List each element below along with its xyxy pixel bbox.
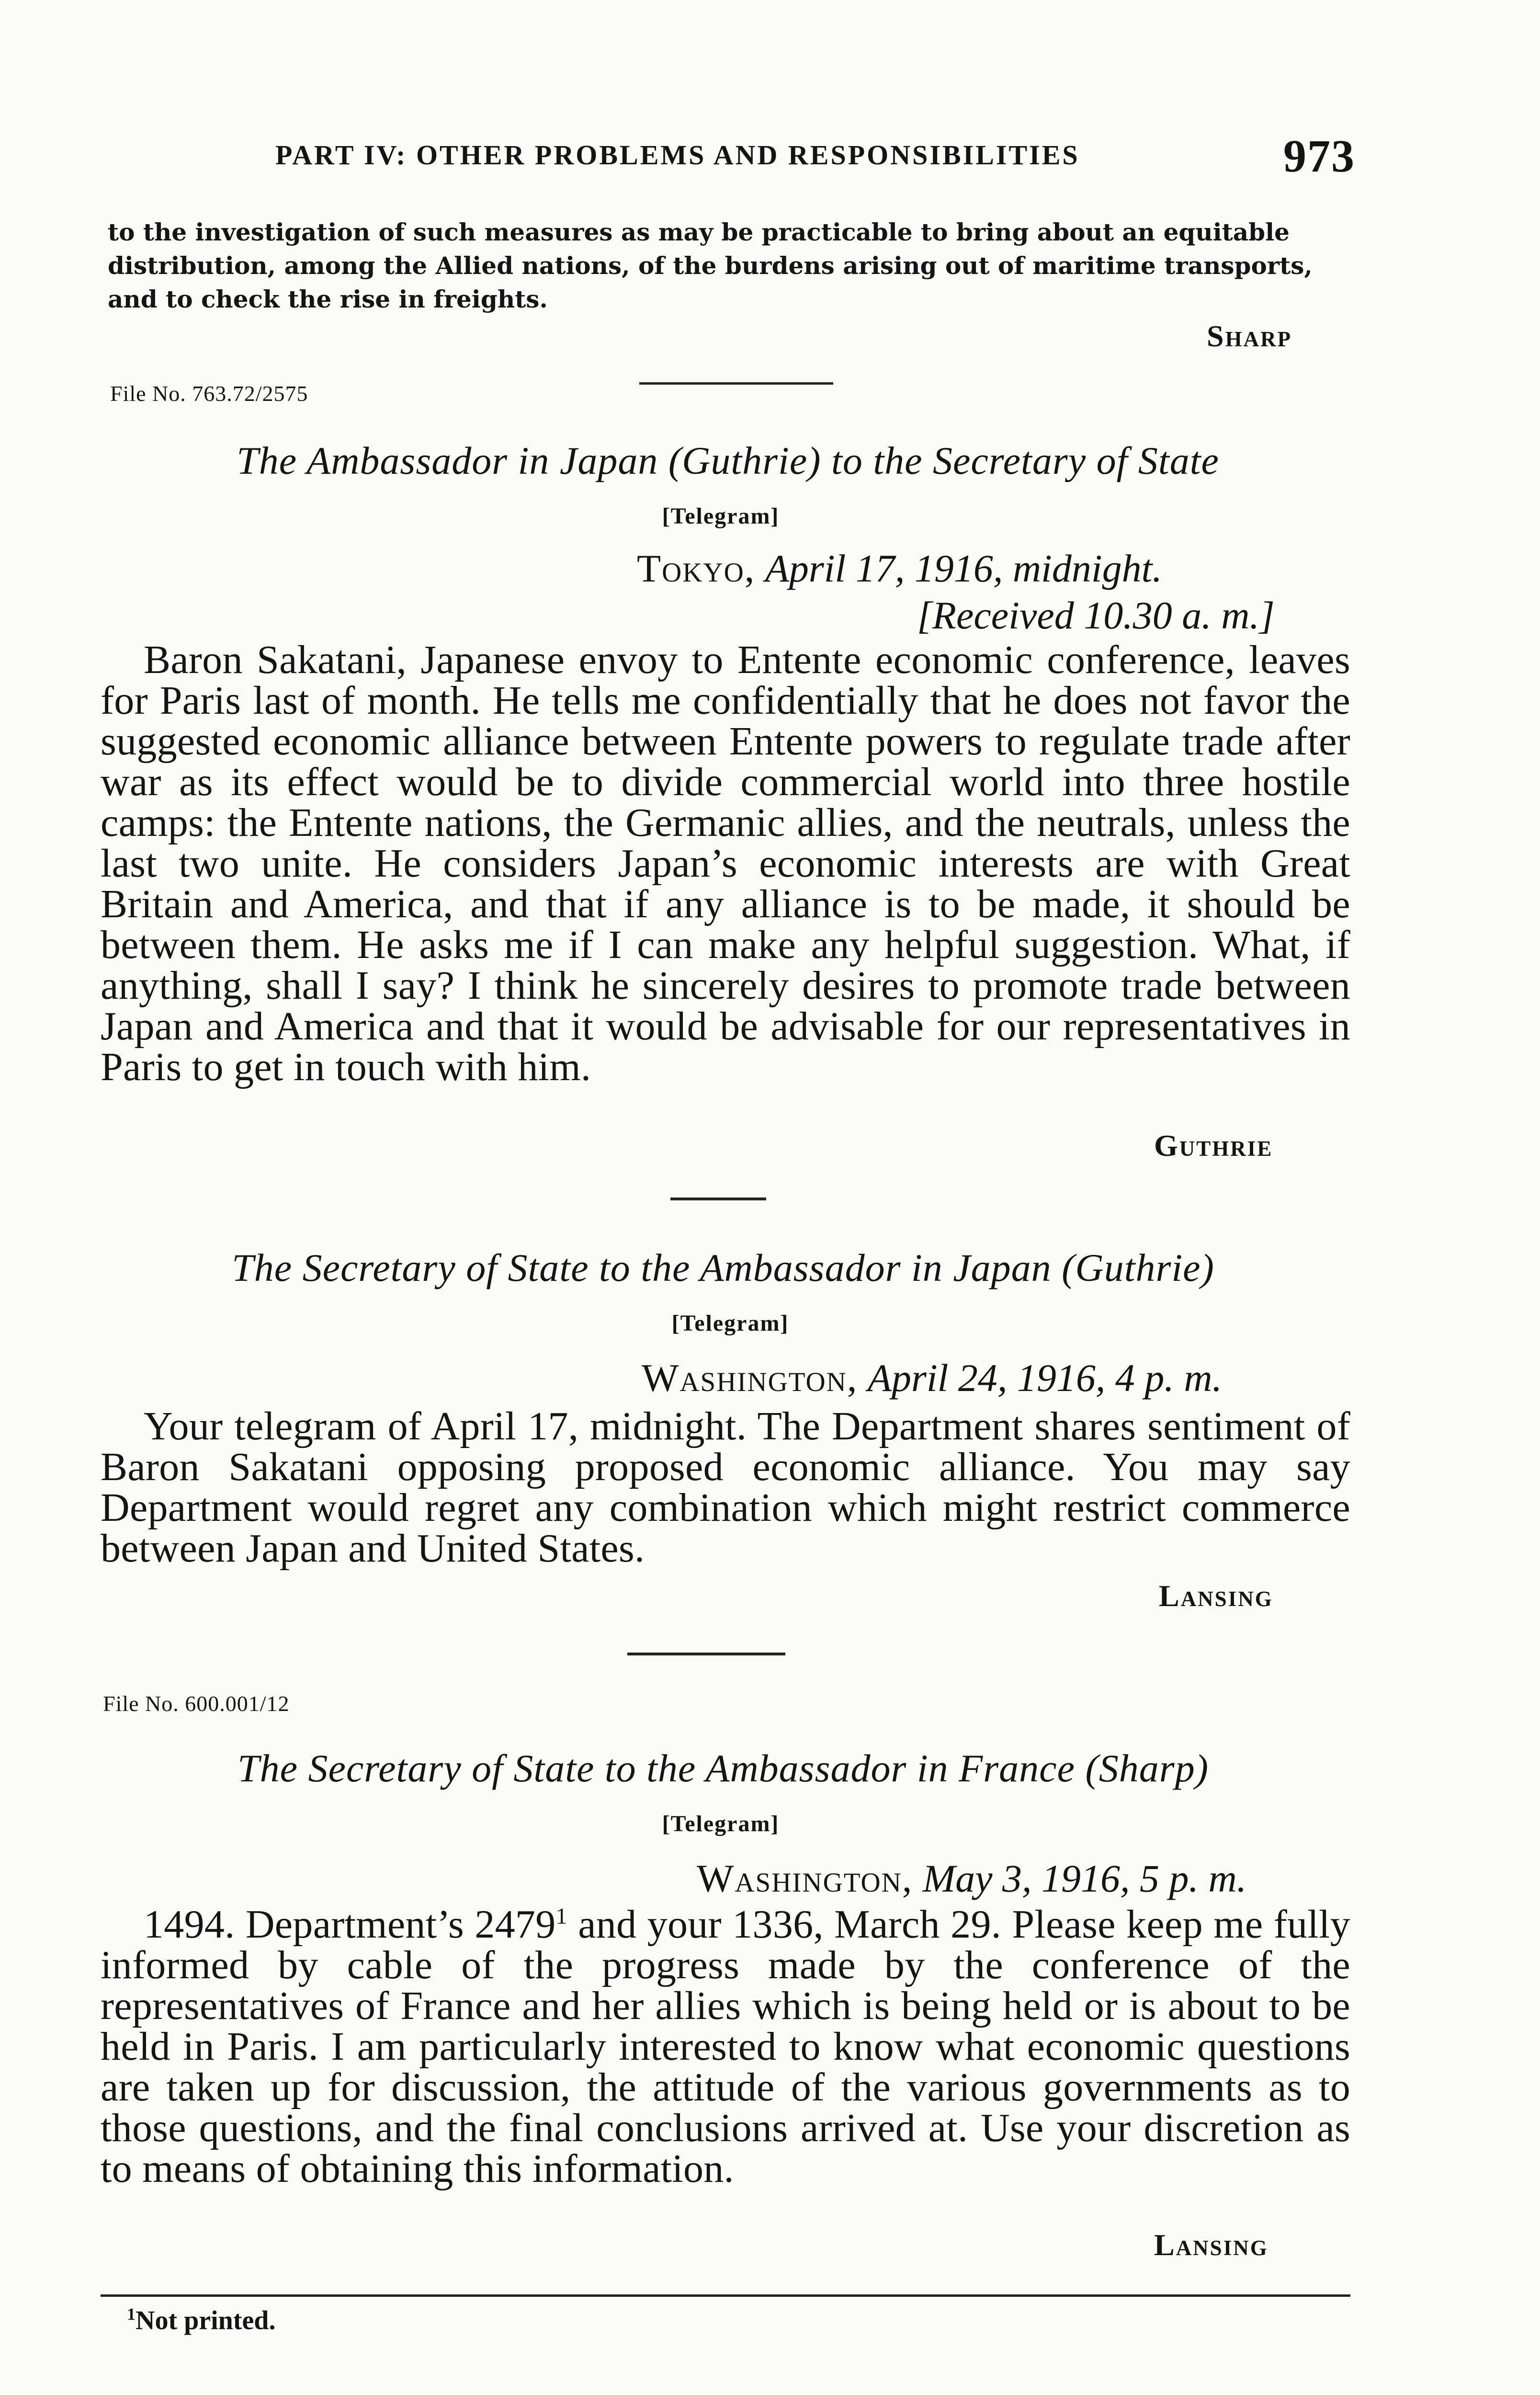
dateline-place: Tokyo,	[637, 547, 756, 590]
document-heading: The Secretary of State to the Ambassador in France (Sharp)	[237, 1746, 1209, 1790]
dateline	[697, 1856, 1246, 1901]
continuation-text: to the investigation of such measures as may be practicable to bring about an equitable distribution, among the Allied nations, of the burdens arising out of maritime transports, and to check the rise in freights.	[108, 218, 1313, 313]
dateline-date: May 3, 1916, 5 p. m.	[922, 1857, 1247, 1900]
signature-sharp: Sharp	[1207, 319, 1292, 353]
footnote-reference: 1	[555, 1904, 567, 1929]
section-divider	[670, 1198, 766, 1200]
telegram-label: [Telegram]	[671, 1311, 789, 1336]
dateline	[637, 546, 1162, 591]
file-number: File No. 600.001/12	[103, 1691, 290, 1716]
section-divider	[639, 382, 833, 385]
signature-lansing: Lansing	[1159, 1579, 1273, 1613]
footnote-text: Not printed.	[136, 2305, 276, 2336]
telegram-label: [Telegram]	[662, 1811, 780, 1836]
document-body: Baron Sakatani, Japanese envoy to Entente economic conference, leaves for Paris last of month. He tells me confidentially that he does not favor the suggested economic alliance between Entente powers to regulate trade after war as its effect would be to divide commercial world into three hostile camps: the Entente nations, the Germanic allies, and the neutrals, unless the last two unite. He considers Japan’s economic interests are with Great Britain and America, and that if any alliance is to be made, it should be between them. He asks me if I can make any helpful suggestion. What, if anything, shall I say? I think he sincerely desires to promote trade between Japan and America and that it would be advisable for our representatives in Paris to get in touch with him.	[101, 638, 1350, 1089]
telegram-label: [Telegram]	[662, 503, 780, 529]
footnote-divider	[101, 2294, 1350, 2297]
footnote-marker: 1	[127, 2304, 136, 2324]
dateline	[642, 1356, 1222, 1401]
dateline-date: April 17, 1916, midnight.	[765, 547, 1162, 590]
signature-lansing: Lansing	[1154, 2228, 1268, 2262]
running-head: PART IV: OTHER PROBLEMS AND RESPONSIBILITIES	[275, 139, 1080, 171]
dateline-place: Washington,	[642, 1356, 858, 1400]
document-heading: The Secretary of State to the Ambassador in Japan (Guthrie)	[232, 1246, 1214, 1289]
page-number: 973	[1283, 130, 1355, 182]
document-heading: The Ambassador in Japan (Guthrie) to the Secretary of State	[237, 439, 1219, 482]
footnote	[127, 2304, 275, 2336]
signature-guthrie: Guthrie	[1154, 1129, 1273, 1163]
document-body: Your telegram of April 17, midnight. The Department shares sentiment of Baron Sakatani opposing proposed economic alliance. You may say Department would regret any combination which might restrict commerce between Japan and United States.	[101, 1404, 1350, 1571]
dateline-place: Washington,	[697, 1857, 913, 1900]
file-number: File No. 763.72/2575	[110, 381, 308, 406]
received-note: [Received 10.30 a. m.]	[917, 593, 1275, 637]
dateline-date: April 24, 1916, 4 p. m.	[867, 1356, 1223, 1400]
section-divider	[627, 1653, 785, 1655]
document-body: 1494. Department’s 2479$^1$ and your 1336, March 29. Please keep me fully informed by cable of the progress made by the conference of the representatives of France and her allies which is being held or is about to be held in Paris. I am particularly interested to know what economic questions are taken up for discussion, the attitude of the various governments as to those questions, and the final conclusions arrived at. Use your discretion as to means of obtaining this information.	[101, 1902, 1350, 2191]
